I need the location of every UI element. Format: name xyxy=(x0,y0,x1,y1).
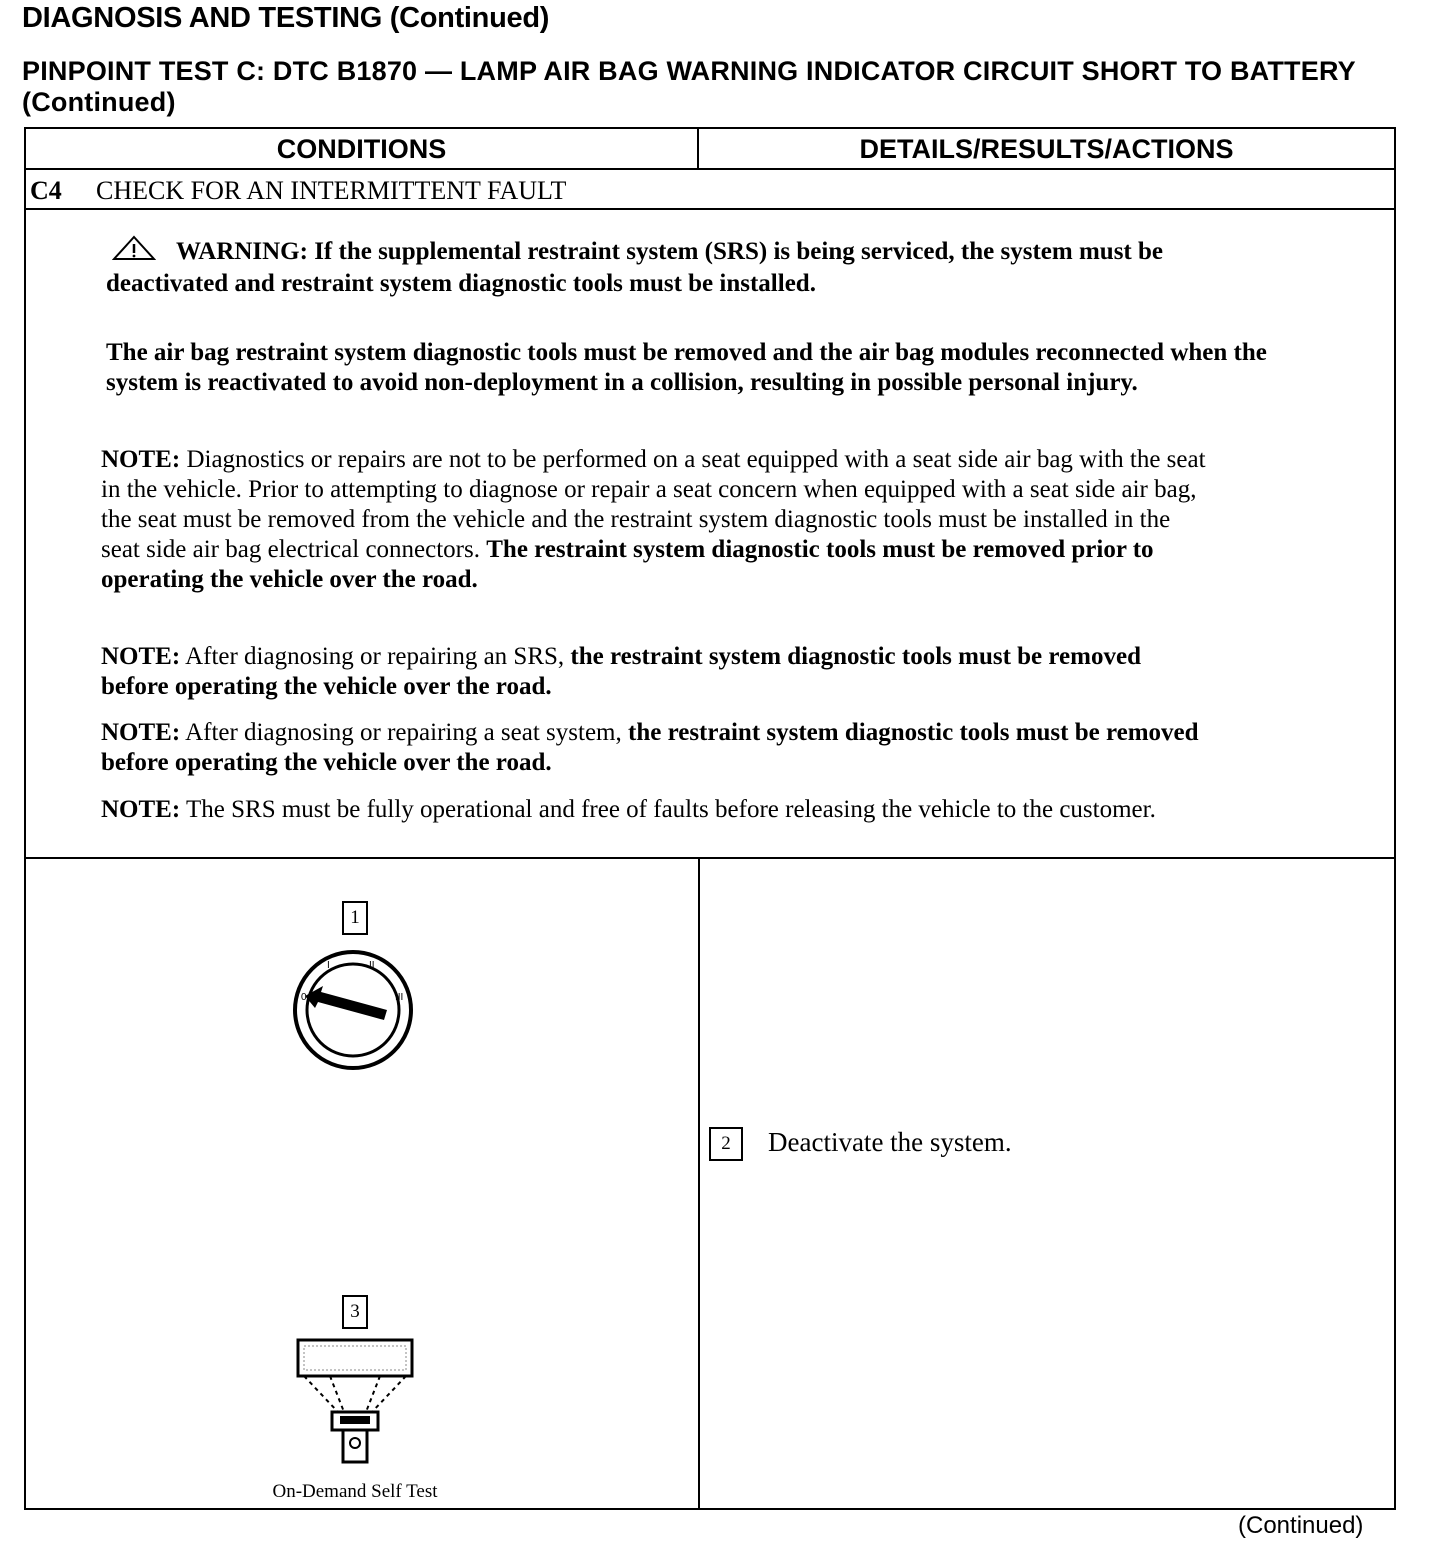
ignition-switch-illustration xyxy=(283,944,423,1074)
page-title: DIAGNOSIS AND TESTING (Continued) xyxy=(22,2,550,34)
note-text: After diagnosing or repairing a seat system, xyxy=(185,719,622,746)
warning-text: If the supplemental restraint system (SRS) is being serviced, the system must be deactivated and restraint system diagnostic tools must be installed. xyxy=(106,238,1163,297)
ignition-mark-3: III xyxy=(395,992,404,1003)
note-text: After diagnosing or repairing an SRS, xyxy=(185,643,565,670)
scan-tool-illustration xyxy=(290,1336,420,1466)
table-border-bottom xyxy=(24,1508,1396,1510)
note-label: NOTE: xyxy=(101,446,181,473)
step-row xyxy=(30,176,566,206)
header-divider xyxy=(24,168,1396,170)
note-label: NOTE: xyxy=(101,719,181,746)
warning-triangle-icon xyxy=(106,235,176,269)
warning-block xyxy=(106,235,1286,299)
action-text: Deactivate the system. xyxy=(768,1127,1012,1157)
note-srs-operational xyxy=(101,795,1211,825)
table-border-left xyxy=(24,127,26,1510)
header-details: DETAILS/RESULTS/ACTIONS xyxy=(859,133,1234,164)
note-label: NOTE: xyxy=(101,796,181,823)
note-seat-system xyxy=(101,718,1211,778)
note-seat-side-airbag xyxy=(101,445,1211,595)
callout-3: 3 xyxy=(342,1295,368,1329)
callout-2: 2 xyxy=(709,1127,743,1161)
table-border-right xyxy=(1394,127,1396,1510)
ignition-mark-off: 0 xyxy=(301,992,307,1003)
header-conditions: CONDITIONS xyxy=(276,133,447,164)
ignition-mark-1: I xyxy=(327,960,330,971)
table-border-top xyxy=(24,127,1396,129)
note-bold-text: The restraint system diagnostic tools must be removed prior to operating the vehicle over the road. xyxy=(101,536,1154,593)
column-divider xyxy=(698,857,700,1510)
note-text: The SRS must be fully operational and free of faults before releasing the vehicle to the customer. xyxy=(186,796,1156,823)
notes-divider xyxy=(24,857,1396,859)
ignition-mark-2: II xyxy=(369,960,375,971)
callout-1: 1 xyxy=(342,901,368,935)
note-label: NOTE: xyxy=(101,643,181,670)
warning-label: WARNING: xyxy=(176,238,308,265)
step-title: CHECK FOR AN INTERMITTENT FAULT xyxy=(96,176,567,205)
note-srs-repair xyxy=(101,642,1211,702)
note-bold-text: the restraint system diagnostic tools must be removed before operating the vehicle over the road. xyxy=(101,719,1199,776)
step-code: C4 xyxy=(30,176,62,205)
warning-text-2: The air bag restraint system diagnostic tools must be removed and the air bag modules reconnected when the system is reactivated to avoid non-deployment in a collision, resulting in possible personal injury. xyxy=(106,339,1267,396)
self-test-caption: On-Demand Self Test xyxy=(272,1481,438,1502)
continued-label: (Continued) xyxy=(1238,1512,1364,1539)
test-title: PINPOINT TEST C: DTC B1870 — LAMP AIR BAG WARNING INDICATOR CIRCUIT SHORT TO BATTERY (Continued) xyxy=(22,56,1356,117)
note-text: Diagnostics or repairs are not to be performed on a seat equipped with a seat side air bag with the seat in the vehicle. Prior to attempting to diagnose or repair a seat concern when equipped with a seat side air bag, the seat must be removed from the vehicle and the restraint system diagnostic tools must be installed in the seat side air bag electrical connectors. xyxy=(101,446,1206,563)
step-divider xyxy=(24,208,1396,210)
note-bold-text: the restraint system diagnostic tools must be removed before operating the vehicle over the road. xyxy=(101,643,1141,700)
